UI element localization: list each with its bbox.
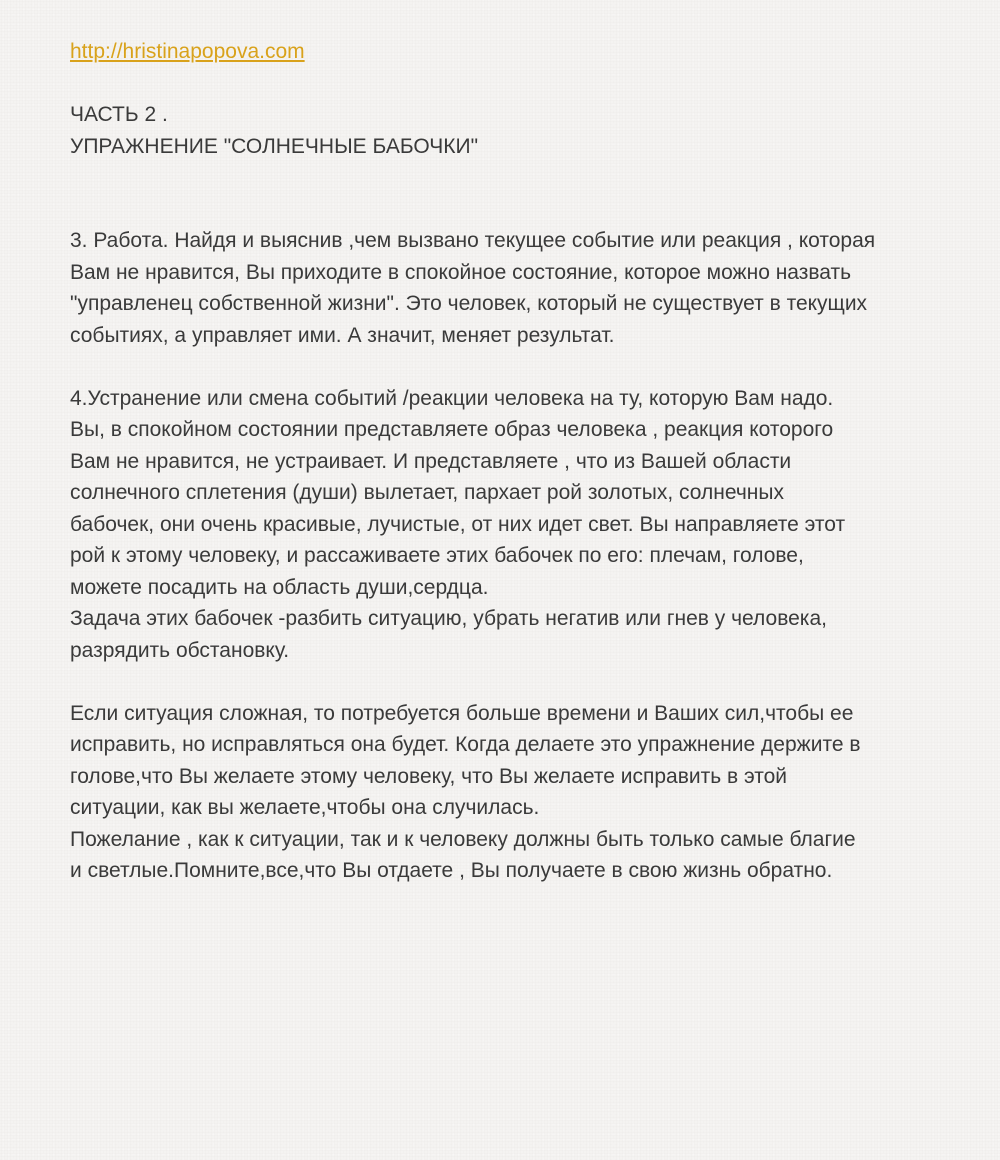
text-line: Пожелание , как к ситуации, так и к человеку должны быть только самые благие — [70, 827, 856, 851]
text-line: исправить, но исправляться она будет. Когда делаете это упражнение держите в — [70, 733, 861, 756]
text-line: событиях, а управляет ими. А значит, меняет результат. — [70, 323, 615, 347]
spacer — [70, 68, 950, 100]
paragraph-difficult-situation — [70, 698, 950, 887]
note-body — [70, 36, 950, 887]
text-line: Задача этих бабочек -разбить ситуацию, убрать негатив или гнев у человека, — [70, 607, 827, 630]
website-link[interactable]: http://hristinapopova.com — [70, 40, 305, 63]
text-line: Если ситуация сложная, то потребуется больше времени и Ваших сил,чтобы ее — [70, 701, 854, 725]
text-line: голове,что Вы желаете этому человеку, что Вы желаете исправить в этой — [70, 764, 788, 788]
paragraph-step-4 — [70, 383, 950, 667]
text-line: бабочек, они очень красивые, лучистые, от них идет свет. Вы направляете этот — [70, 512, 846, 536]
paragraph-step-3 — [70, 225, 950, 351]
text-line: Вам не нравится, не устраивает. И представляете , что из Вашей области — [70, 449, 792, 473]
text-line: солнечного сплетения (души) вылетает, пархает рой золотых, солнечных — [70, 481, 784, 504]
text-line: "управленец собственной жизни". Это человек, который не существует в текущих — [70, 292, 868, 315]
text-line: Вам не нравится, Вы приходите в спокойное состояние, которое можно назвать — [70, 260, 852, 284]
spacer — [70, 351, 950, 383]
text-line: 3. Работа. Найдя и выяснив ,чем вызвано текущее событие или реакция , которая — [70, 229, 876, 252]
text-line: ситуации, как вы желаете,чтобы она случилась. — [70, 796, 540, 819]
heading-exercise-title: УПРАЖНЕНИЕ "СОЛНЕЧНЫЕ БАБОЧКИ" — [70, 134, 479, 158]
spacer — [70, 162, 950, 225]
text-line: можете посадить на область души,сердца. — [70, 575, 489, 599]
heading-part: ЧАСТЬ 2 . — [70, 103, 168, 126]
text-line: и светлые.Помните,все,что Вы отдаете , Вы получаете в свою жизнь обратно. — [70, 859, 833, 882]
spacer — [70, 666, 950, 698]
text-line: Вы, в спокойном состоянии представляете образ человека , реакция которого — [70, 418, 834, 441]
text-line: рой к этому человеку, и рассаживаете этих бабочек по его: плечам, голове, — [70, 544, 804, 567]
text-line: разрядить обстановку. — [70, 638, 290, 662]
text-line: 4.Устранение или смена событий /реакции человека на ту, которую Вам надо. — [70, 386, 834, 410]
